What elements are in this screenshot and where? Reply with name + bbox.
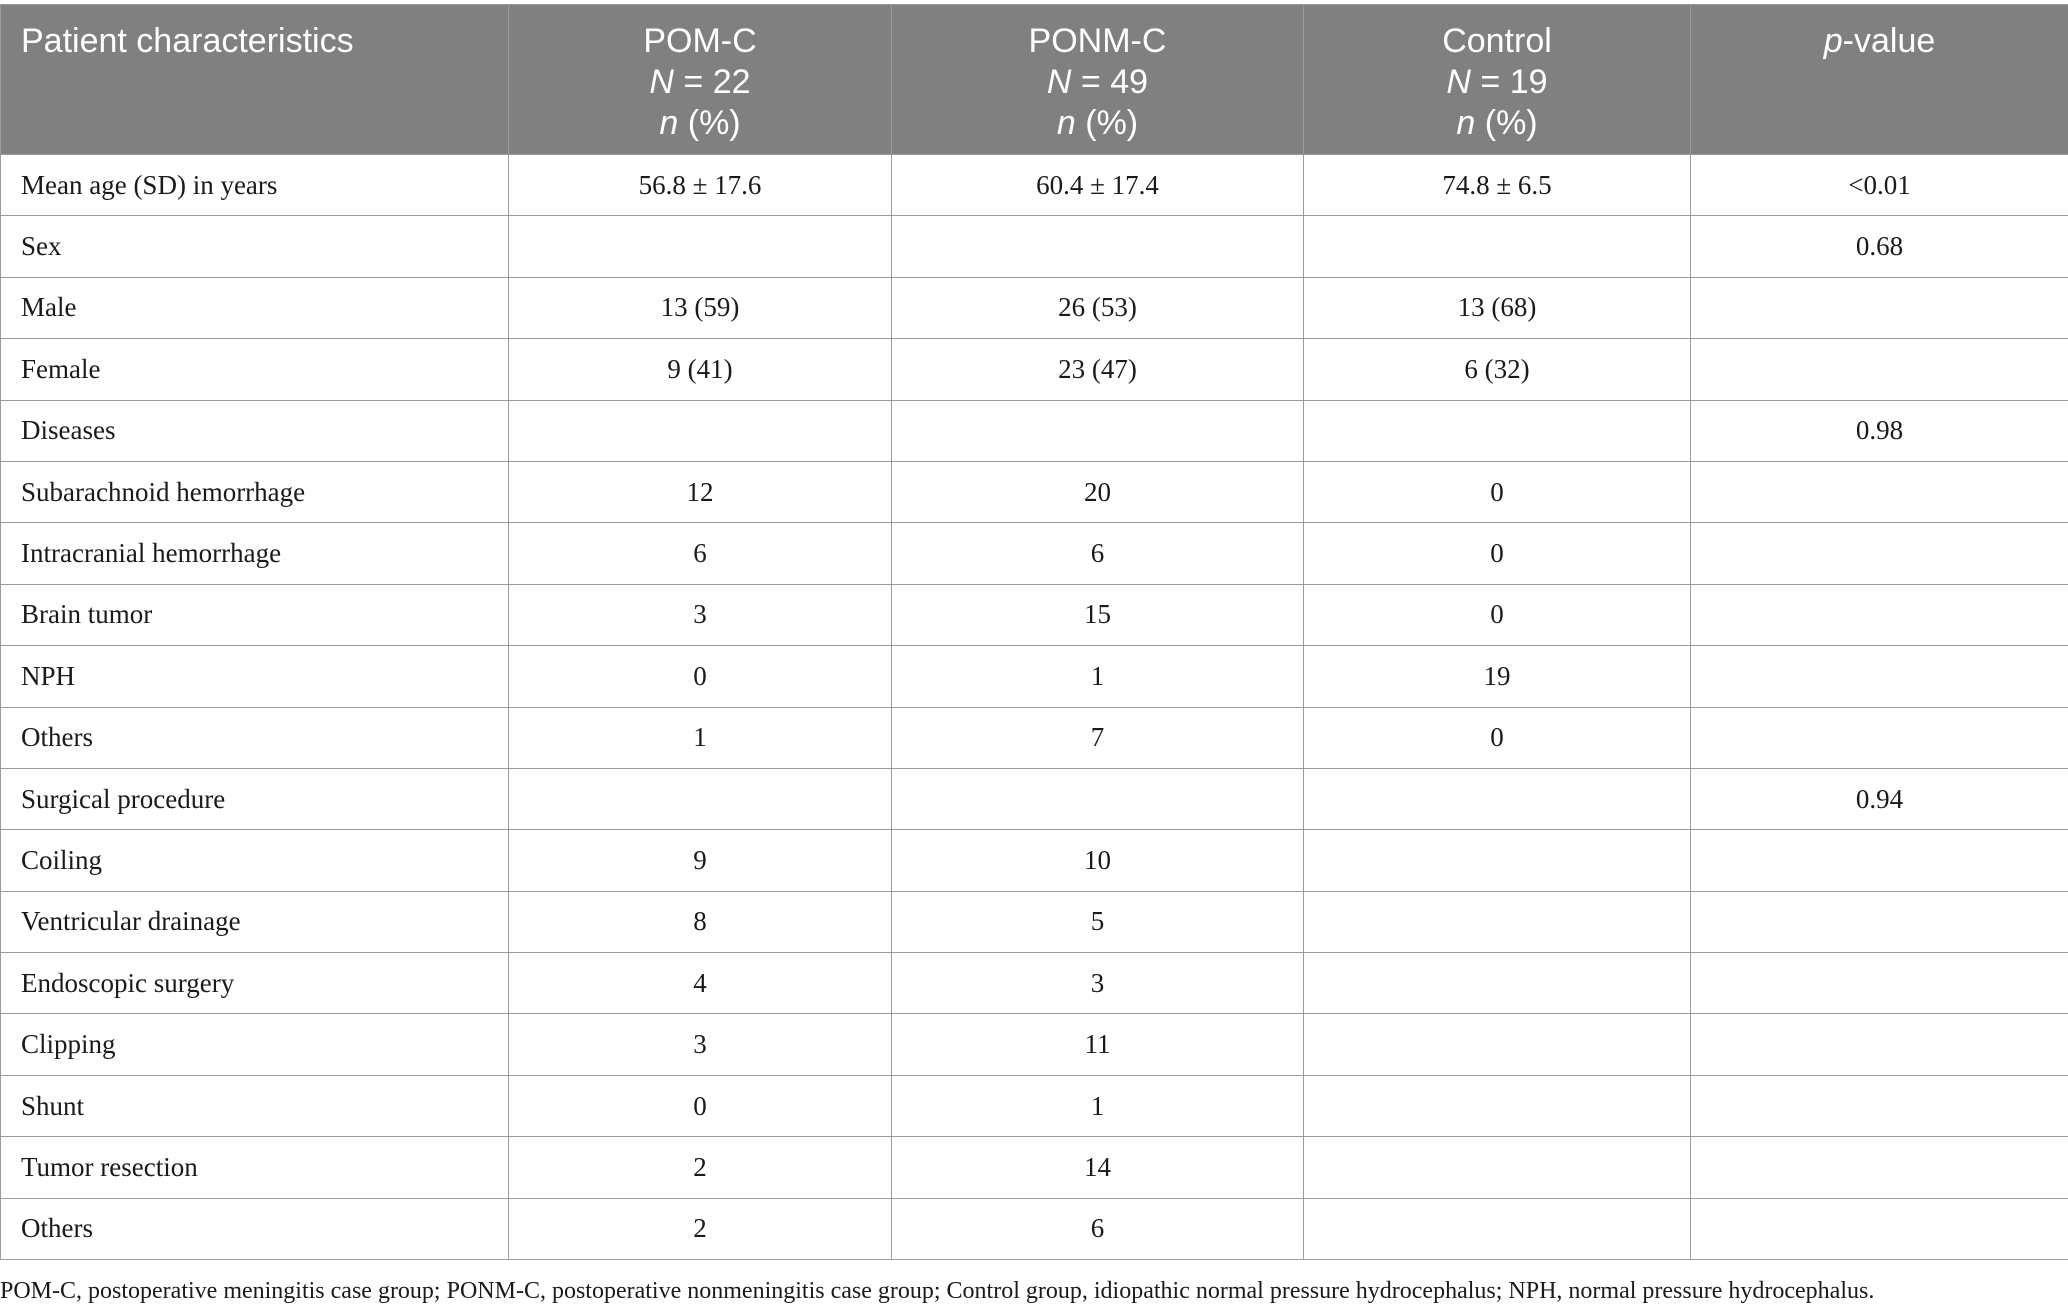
header-p-value: p-value xyxy=(1691,5,2068,155)
control-cell: 0 xyxy=(1304,461,1691,522)
table-row xyxy=(1,707,2068,768)
table-header xyxy=(1,5,2068,155)
table-row xyxy=(1,646,2068,707)
ponm-c-cell: 1 xyxy=(892,646,1304,707)
table-row xyxy=(1,1014,2068,1075)
control-cell xyxy=(1304,953,1691,1014)
row-label: Others xyxy=(1,1198,509,1259)
row-label: NPH xyxy=(1,646,509,707)
row-label: Brain tumor xyxy=(1,584,509,645)
header-control-unit: n (%) xyxy=(1456,104,1538,142)
control-cell xyxy=(1304,891,1691,952)
control-cell: 0 xyxy=(1304,707,1691,768)
row-label: Surgical procedure xyxy=(1,768,509,829)
ponm-c-cell: 5 xyxy=(892,891,1304,952)
header-row xyxy=(1,5,2068,155)
table-row xyxy=(1,953,2068,1014)
header-pom-c-name: POM-C xyxy=(643,22,757,60)
p-value-cell xyxy=(1691,461,2068,522)
ponm-c-cell: 1 xyxy=(892,1075,1304,1136)
p-value-cell xyxy=(1691,523,2068,584)
p-value-cell: <0.01 xyxy=(1691,155,2068,216)
p-value-cell xyxy=(1691,953,2068,1014)
ponm-c-cell: 15 xyxy=(892,584,1304,645)
ponm-c-cell: 3 xyxy=(892,953,1304,1014)
header-control-name: Control xyxy=(1442,22,1552,60)
row-label: Coiling xyxy=(1,830,509,891)
pom-c-cell xyxy=(509,768,892,829)
row-label: Intracranial hemorrhage xyxy=(1,523,509,584)
pom-c-cell: 3 xyxy=(509,1014,892,1075)
table-row xyxy=(1,768,2068,829)
control-cell: 74.8 ± 6.5 xyxy=(1304,155,1691,216)
ponm-c-cell: 6 xyxy=(892,1198,1304,1259)
table-body xyxy=(1,155,2068,1260)
pom-c-cell: 56.8 ± 17.6 xyxy=(509,155,892,216)
header-pom-c-count: N = 22 xyxy=(649,63,751,101)
control-cell xyxy=(1304,830,1691,891)
control-cell xyxy=(1304,1014,1691,1075)
row-label: Subarachnoid hemorrhage xyxy=(1,461,509,522)
ponm-c-cell: 14 xyxy=(892,1137,1304,1198)
row-label: Male xyxy=(1,277,509,338)
p-value-cell xyxy=(1691,584,2068,645)
table-row xyxy=(1,1137,2068,1198)
pom-c-cell xyxy=(509,216,892,277)
row-label: Diseases xyxy=(1,400,509,461)
p-value-cell xyxy=(1691,1198,2068,1259)
pom-c-cell: 3 xyxy=(509,584,892,645)
p-value-cell xyxy=(1691,1075,2068,1136)
ponm-c-cell xyxy=(892,400,1304,461)
control-cell: 0 xyxy=(1304,584,1691,645)
pom-c-cell: 6 xyxy=(509,523,892,584)
pom-c-cell: 4 xyxy=(509,953,892,1014)
table-row xyxy=(1,400,2068,461)
header-ponm-c xyxy=(892,5,1304,155)
p-value-cell: 0.94 xyxy=(1691,768,2068,829)
row-label: Tumor resection xyxy=(1,1137,509,1198)
control-cell xyxy=(1304,400,1691,461)
row-label: Shunt xyxy=(1,1075,509,1136)
table-row xyxy=(1,216,2068,277)
header-control xyxy=(1304,5,1691,155)
table-row xyxy=(1,830,2068,891)
row-label: Endoscopic surgery xyxy=(1,953,509,1014)
control-cell: 13 (68) xyxy=(1304,277,1691,338)
pom-c-cell: 9 (41) xyxy=(509,339,892,400)
p-value-cell xyxy=(1691,1014,2068,1075)
control-cell xyxy=(1304,768,1691,829)
control-cell: 19 xyxy=(1304,646,1691,707)
table-row xyxy=(1,277,2068,338)
header-pom-c xyxy=(509,5,892,155)
p-value-cell xyxy=(1691,707,2068,768)
header-ponm-c-unit: n (%) xyxy=(1056,104,1139,142)
pom-c-cell: 2 xyxy=(509,1198,892,1259)
control-cell: 0 xyxy=(1304,523,1691,584)
header-pom-c-unit: n (%) xyxy=(659,104,741,142)
p-value-cell xyxy=(1691,1137,2068,1198)
p-value-cell xyxy=(1691,646,2068,707)
row-label: Ventricular drainage xyxy=(1,891,509,952)
p-value-cell xyxy=(1691,830,2068,891)
ponm-c-cell xyxy=(892,768,1304,829)
table-row xyxy=(1,155,2068,216)
p-value-cell xyxy=(1691,339,2068,400)
control-cell xyxy=(1304,216,1691,277)
header-ponm-c-count: N = 49 xyxy=(1046,63,1149,101)
pom-c-cell: 8 xyxy=(509,891,892,952)
patient-characteristics-table xyxy=(0,4,2068,1260)
ponm-c-cell xyxy=(892,216,1304,277)
ponm-c-cell: 11 xyxy=(892,1014,1304,1075)
control-cell: 6 (32) xyxy=(1304,339,1691,400)
row-label: Female xyxy=(1,339,509,400)
table-row xyxy=(1,523,2068,584)
pom-c-cell: 1 xyxy=(509,707,892,768)
pom-c-cell: 0 xyxy=(509,1075,892,1136)
p-value-cell: 0.68 xyxy=(1691,216,2068,277)
header-control-count: N = 19 xyxy=(1446,63,1548,101)
pom-c-cell: 9 xyxy=(509,830,892,891)
row-label: Mean age (SD) in years xyxy=(1,155,509,216)
pom-c-cell: 2 xyxy=(509,1137,892,1198)
ponm-c-cell: 26 (53) xyxy=(892,277,1304,338)
header-ponm-c-name: PONM-C xyxy=(1028,22,1167,60)
pom-c-cell: 13 (59) xyxy=(509,277,892,338)
table-row xyxy=(1,1198,2068,1259)
table-row xyxy=(1,461,2068,522)
row-label: Others xyxy=(1,707,509,768)
table-row xyxy=(1,584,2068,645)
row-label: Sex xyxy=(1,216,509,277)
p-value-cell xyxy=(1691,891,2068,952)
control-cell xyxy=(1304,1137,1691,1198)
p-value-cell: 0.98 xyxy=(1691,400,2068,461)
ponm-c-cell: 23 (47) xyxy=(892,339,1304,400)
p-value-cell xyxy=(1691,277,2068,338)
control-cell xyxy=(1304,1075,1691,1136)
ponm-c-cell: 6 xyxy=(892,523,1304,584)
ponm-c-cell: 7 xyxy=(892,707,1304,768)
pom-c-cell: 12 xyxy=(509,461,892,522)
ponm-c-cell: 20 xyxy=(892,461,1304,522)
row-label: Clipping xyxy=(1,1014,509,1075)
table-row xyxy=(1,891,2068,952)
table-footnote: POM-C, postoperative meningitis case group; PONM-C, postoperative nonmeningitis case group; Control group, idiopathic normal pressure hydrocephalus; NPH, normal pressure hydrocephalus. xyxy=(0,1278,1875,1304)
ponm-c-cell: 10 xyxy=(892,830,1304,891)
control-cell xyxy=(1304,1198,1691,1259)
pom-c-cell xyxy=(509,400,892,461)
header-patient-characteristics: Patient characteristics xyxy=(1,5,509,155)
ponm-c-cell: 60.4 ± 17.4 xyxy=(892,155,1304,216)
table-row xyxy=(1,1075,2068,1136)
table-row xyxy=(1,339,2068,400)
pom-c-cell: 0 xyxy=(509,646,892,707)
